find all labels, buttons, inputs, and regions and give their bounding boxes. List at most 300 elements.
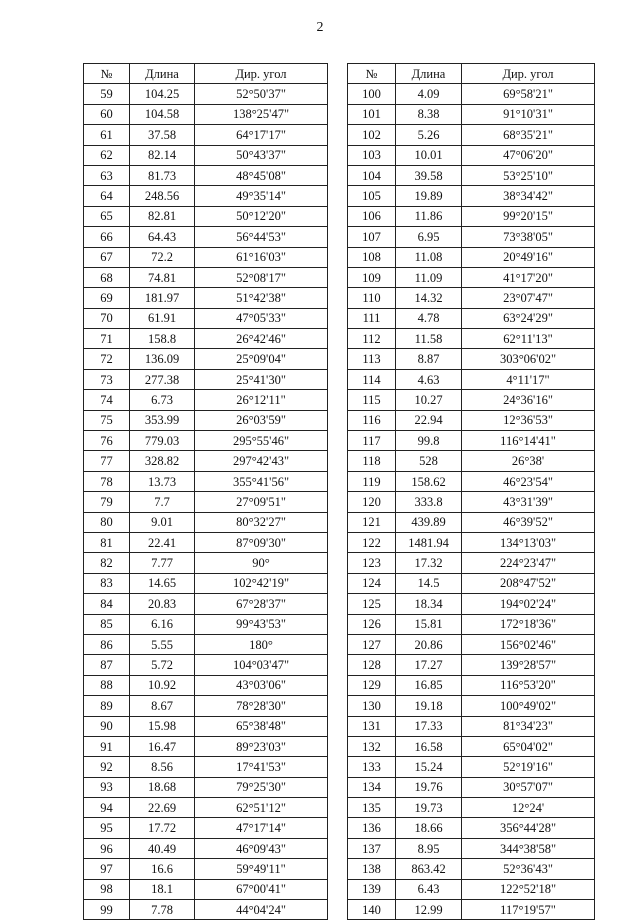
table-row [348,308,595,328]
length-cell: 16.47 [130,736,195,756]
point-number-cell: 85 [84,614,130,634]
angle-cell: 69°58'21" [462,84,595,104]
table-row [84,777,328,797]
point-number-cell: 93 [84,777,130,797]
length-cell: 11.09 [396,267,462,287]
length-cell: 17.72 [130,818,195,838]
point-number-cell: 72 [84,349,130,369]
point-number-cell: 96 [84,838,130,858]
angle-cell: 47°05'33" [195,308,328,328]
point-number-cell: 67 [84,247,130,267]
table-row [348,84,595,104]
length-cell: 333.8 [396,492,462,512]
angle-cell: 64°17'17" [195,125,328,145]
table-row [348,410,595,430]
table-row [84,390,328,410]
length-cell: 11.08 [396,247,462,267]
table-row [84,247,328,267]
length-cell: 6.73 [130,390,195,410]
table-row [84,329,328,349]
angle-cell: 52°08'17" [195,267,328,287]
length-cell: 7.77 [130,553,195,573]
length-cell: 8.56 [130,757,195,777]
point-number-cell: 123 [348,553,396,573]
point-number-cell: 97 [84,859,130,879]
angle-cell: 47°17'14" [195,818,328,838]
point-number-cell: 130 [348,696,396,716]
table-row [84,369,328,389]
length-cell: 863.42 [396,859,462,879]
angle-cell: 67°28'37" [195,594,328,614]
right-table-body [348,84,595,920]
length-cell: 4.78 [396,308,462,328]
angle-cell: 80°32'27" [195,512,328,532]
table-row [348,573,595,593]
angle-cell: 56°44'53" [195,227,328,247]
point-number-cell: 134 [348,777,396,797]
point-number-cell: 103 [348,145,396,165]
length-cell: 15.98 [130,716,195,736]
angle-cell: 81°34'23" [462,716,595,736]
point-number-cell: 108 [348,247,396,267]
point-number-cell: 90 [84,716,130,736]
point-number-cell: 99 [84,900,130,920]
point-number-cell: 98 [84,879,130,899]
length-cell: 82.14 [130,145,195,165]
length-cell: 19.18 [396,696,462,716]
point-number-cell: 78 [84,471,130,491]
length-cell: 15.81 [396,614,462,634]
table-row [84,798,328,818]
point-number-cell: 125 [348,594,396,614]
length-cell: 14.65 [130,573,195,593]
angle-cell: 46°09'43" [195,838,328,858]
point-number-cell: 79 [84,492,130,512]
angle-cell: 295°55'46" [195,431,328,451]
length-cell: 81.73 [130,165,195,185]
table-row [348,471,595,491]
length-cell: 6.16 [130,614,195,634]
length-cell: 4.63 [396,369,462,389]
table-row [84,451,328,471]
table-row [84,471,328,491]
length-cell: 158.8 [130,329,195,349]
length-cell: 17.33 [396,716,462,736]
table-row [348,247,595,267]
angle-cell: 44°04'24" [195,900,328,920]
length-cell: 8.95 [396,838,462,858]
table-row [348,532,595,552]
point-number-cell: 83 [84,573,130,593]
angle-cell: 25°09'04" [195,349,328,369]
point-number-cell: 104 [348,165,396,185]
length-cell: 528 [396,451,462,471]
table-row [84,757,328,777]
angle-cell: 134°13'03" [462,532,595,552]
table-row [348,512,595,532]
table-row [348,696,595,716]
table-row [84,227,328,247]
table-row [348,614,595,634]
table-row [84,512,328,532]
length-cell: 10.01 [396,145,462,165]
table-row [348,186,595,206]
length-cell: 779.03 [130,431,195,451]
length-cell: 6.43 [396,879,462,899]
table-row [348,634,595,654]
angle-cell: 46°23'54" [462,471,595,491]
angle-cell: 20°49'16" [462,247,595,267]
angle-cell: 139°28'57" [462,655,595,675]
table-row [348,879,595,899]
point-number-cell: 117 [348,431,396,451]
point-number-cell: 122 [348,532,396,552]
length-cell: 1481.94 [396,532,462,552]
point-number-cell: 135 [348,798,396,818]
length-cell: 22.41 [130,532,195,552]
table-row [84,125,328,145]
table-header-row [348,64,595,84]
point-number-cell: 84 [84,594,130,614]
angle-cell: 53°25'10" [462,165,595,185]
table-row [348,900,595,920]
point-number-cell: 73 [84,369,130,389]
point-number-cell: 101 [348,104,396,124]
length-cell: 15.24 [396,757,462,777]
table-row [84,900,328,920]
point-number-cell: 107 [348,227,396,247]
point-number-cell: 62 [84,145,130,165]
point-number-cell: 74 [84,390,130,410]
point-number-cell: 119 [348,471,396,491]
length-cell: 277.38 [130,369,195,389]
point-number-cell: 131 [348,716,396,736]
angle-cell: 26°03'59" [195,410,328,430]
angle-cell: 67°00'41" [195,879,328,899]
angle-cell: 297°42'43" [195,451,328,471]
length-cell: 22.94 [396,410,462,430]
table-row [84,104,328,124]
angle-cell: 89°23'03" [195,736,328,756]
angle-cell: 52°36'43" [462,859,595,879]
angle-column-header: Дир. угол [462,64,595,84]
length-cell: 8.38 [396,104,462,124]
table-row [348,267,595,287]
point-number-cell: 114 [348,369,396,389]
point-number-cell: 86 [84,634,130,654]
angle-cell: 27°09'51" [195,492,328,512]
table-row [84,696,328,716]
point-number-cell: 136 [348,818,396,838]
angle-cell: 303°06'02" [462,349,595,369]
table-row [348,757,595,777]
table-row [84,186,328,206]
table-row [84,553,328,573]
length-cell: 18.1 [130,879,195,899]
length-cell: 104.58 [130,104,195,124]
angle-cell: 47°06'20" [462,145,595,165]
length-cell: 104.25 [130,84,195,104]
point-number-cell: 75 [84,410,130,430]
length-cell: 39.58 [396,165,462,185]
point-number-cell: 127 [348,634,396,654]
angle-cell: 30°57'07" [462,777,595,797]
point-number-cell: 118 [348,451,396,471]
angle-cell: 78°28'30" [195,696,328,716]
length-cell: 20.83 [130,594,195,614]
point-number-cell: 87 [84,655,130,675]
length-column-header: Длина [130,64,195,84]
table-row [84,410,328,430]
left-table-body [84,84,328,920]
table-row [348,594,595,614]
length-cell: 22.69 [130,798,195,818]
length-cell: 12.99 [396,900,462,920]
point-number-cell: 112 [348,329,396,349]
point-number-cell: 137 [348,838,396,858]
table-row [348,798,595,818]
length-column-header: Длина [396,64,462,84]
angle-cell: 26°42'46" [195,329,328,349]
angle-cell: 12°24' [462,798,595,818]
page-number: 2 [316,20,324,35]
point-number-cell: 139 [348,879,396,899]
angle-column-header: Дир. угол [195,64,328,84]
table-row [84,859,328,879]
point-number-cell: 110 [348,288,396,308]
point-number-cell: 68 [84,267,130,287]
angle-cell: 4°11'17" [462,369,595,389]
point-number-cell: 95 [84,818,130,838]
length-cell: 14.5 [396,573,462,593]
angle-cell: 49°35'14" [195,186,328,206]
length-cell: 328.82 [130,451,195,471]
table-row [84,573,328,593]
table-row [84,532,328,552]
table-row [348,716,595,736]
angle-cell: 117°19'57" [462,900,595,920]
table-row [84,879,328,899]
length-cell: 8.87 [396,349,462,369]
point-number-cell: 132 [348,736,396,756]
point-number-cell: 71 [84,329,130,349]
table-row [348,777,595,797]
point-number-cell: 88 [84,675,130,695]
table-row [348,390,595,410]
table-row [84,594,328,614]
table-row [84,634,328,654]
angle-cell: 46°39'52" [462,512,595,532]
length-cell: 10.27 [396,390,462,410]
point-number-cell: 106 [348,206,396,226]
length-cell: 19.73 [396,798,462,818]
length-cell: 74.81 [130,267,195,287]
angle-cell: 52°50'37" [195,84,328,104]
point-number-cell: 128 [348,655,396,675]
table-row [84,349,328,369]
table-row [348,553,595,573]
table-row [348,288,595,308]
point-number-cell: 76 [84,431,130,451]
table-row [348,655,595,675]
point-number-cell: 105 [348,186,396,206]
point-number-cell: 77 [84,451,130,471]
length-cell: 16.6 [130,859,195,879]
point-number-cell: 133 [348,757,396,777]
length-cell: 8.67 [130,696,195,716]
angle-cell: 116°53'20" [462,675,595,695]
length-cell: 19.76 [396,777,462,797]
point-number-cell: 115 [348,390,396,410]
length-cell: 9.01 [130,512,195,532]
angle-cell: 38°34'42" [462,186,595,206]
table-row [84,308,328,328]
angle-cell: 12°36'53" [462,410,595,430]
angle-cell: 116°14'41" [462,431,595,451]
angle-cell: 180° [195,634,328,654]
angle-cell: 138°25'47" [195,104,328,124]
point-number-cell: 81 [84,532,130,552]
point-number-cell: 89 [84,696,130,716]
angle-cell: 87°09'30" [195,532,328,552]
table-row [84,736,328,756]
point-number-cell: 116 [348,410,396,430]
point-number-cell: 82 [84,553,130,573]
table-row [84,84,328,104]
angle-cell: 61°16'03" [195,247,328,267]
length-cell: 99.8 [396,431,462,451]
angle-cell: 68°35'21" [462,125,595,145]
table-row [348,104,595,124]
angle-cell: 91°10'31" [462,104,595,124]
length-cell: 13.73 [130,471,195,491]
angle-cell: 17°41'53" [195,757,328,777]
length-cell: 7.78 [130,900,195,920]
length-cell: 6.95 [396,227,462,247]
angle-cell: 224°23'47" [462,553,595,573]
angle-cell: 50°43'37" [195,145,328,165]
table-row [348,125,595,145]
length-cell: 18.68 [130,777,195,797]
table-row [348,736,595,756]
angle-cell: 25°41'30" [195,369,328,389]
point-number-cell: 64 [84,186,130,206]
table-row [84,267,328,287]
point-number-cell: 61 [84,125,130,145]
angle-cell: 48°45'08" [195,165,328,185]
length-cell: 136.09 [130,349,195,369]
table-row [84,716,328,736]
point-number-cell: 80 [84,512,130,532]
angle-cell: 73°38'05" [462,227,595,247]
angle-cell: 26°38' [462,451,595,471]
angle-cell: 23°07'47" [462,288,595,308]
length-cell: 7.7 [130,492,195,512]
point-number-cell: 63 [84,165,130,185]
angle-cell: 102°42'19" [195,573,328,593]
length-cell: 18.34 [396,594,462,614]
angle-cell: 26°12'11" [195,390,328,410]
angle-cell: 50°12'20" [195,206,328,226]
point-number-cell: 65 [84,206,130,226]
angle-cell: 43°31'39" [462,492,595,512]
angle-cell: 62°51'12" [195,798,328,818]
point-number-cell: 113 [348,349,396,369]
table-row [348,145,595,165]
angle-cell: 355°41'56" [195,471,328,491]
table-header-row [84,64,328,84]
angle-cell: 59°49'11" [195,859,328,879]
table-row [348,165,595,185]
length-cell: 181.97 [130,288,195,308]
point-number-cell: 60 [84,104,130,124]
point-number-cell: 126 [348,614,396,634]
angle-cell: 356°44'28" [462,818,595,838]
angle-cell: 344°38'58" [462,838,595,858]
left-coordinates-table [83,63,328,920]
length-cell: 61.91 [130,308,195,328]
angle-cell: 65°04'02" [462,736,595,756]
number-column-header: № [348,64,396,84]
angle-cell: 194°02'24" [462,594,595,614]
point-number-cell: 100 [348,84,396,104]
length-cell: 5.55 [130,634,195,654]
table-row [348,349,595,369]
point-number-cell: 140 [348,900,396,920]
angle-cell: 65°38'48" [195,716,328,736]
angle-cell: 63°24'29" [462,308,595,328]
length-cell: 20.86 [396,634,462,654]
table-row [84,838,328,858]
angle-cell: 79°25'30" [195,777,328,797]
table-row [84,492,328,512]
length-cell: 158.62 [396,471,462,491]
point-number-cell: 111 [348,308,396,328]
table-row [348,329,595,349]
angle-cell: 51°42'38" [195,288,328,308]
angle-cell: 62°11'13" [462,329,595,349]
point-number-cell: 102 [348,125,396,145]
angle-cell: 100°49'02" [462,696,595,716]
table-row [348,818,595,838]
length-cell: 17.27 [396,655,462,675]
point-number-cell: 138 [348,859,396,879]
table-row [348,206,595,226]
point-number-cell: 120 [348,492,396,512]
length-cell: 4.09 [396,84,462,104]
length-cell: 14.32 [396,288,462,308]
table-row [348,675,595,695]
length-cell: 40.49 [130,838,195,858]
length-cell: 18.66 [396,818,462,838]
length-cell: 11.86 [396,206,462,226]
angle-cell: 43°03'06" [195,675,328,695]
point-number-cell: 124 [348,573,396,593]
table-row [84,614,328,634]
length-cell: 439.89 [396,512,462,532]
length-cell: 16.85 [396,675,462,695]
table-row [84,675,328,695]
length-cell: 353.99 [130,410,195,430]
angle-cell: 122°52'18" [462,879,595,899]
table-row [348,227,595,247]
length-cell: 37.58 [130,125,195,145]
length-cell: 72.2 [130,247,195,267]
point-number-cell: 121 [348,512,396,532]
length-cell: 5.72 [130,655,195,675]
length-cell: 248.56 [130,186,195,206]
table-row [84,431,328,451]
